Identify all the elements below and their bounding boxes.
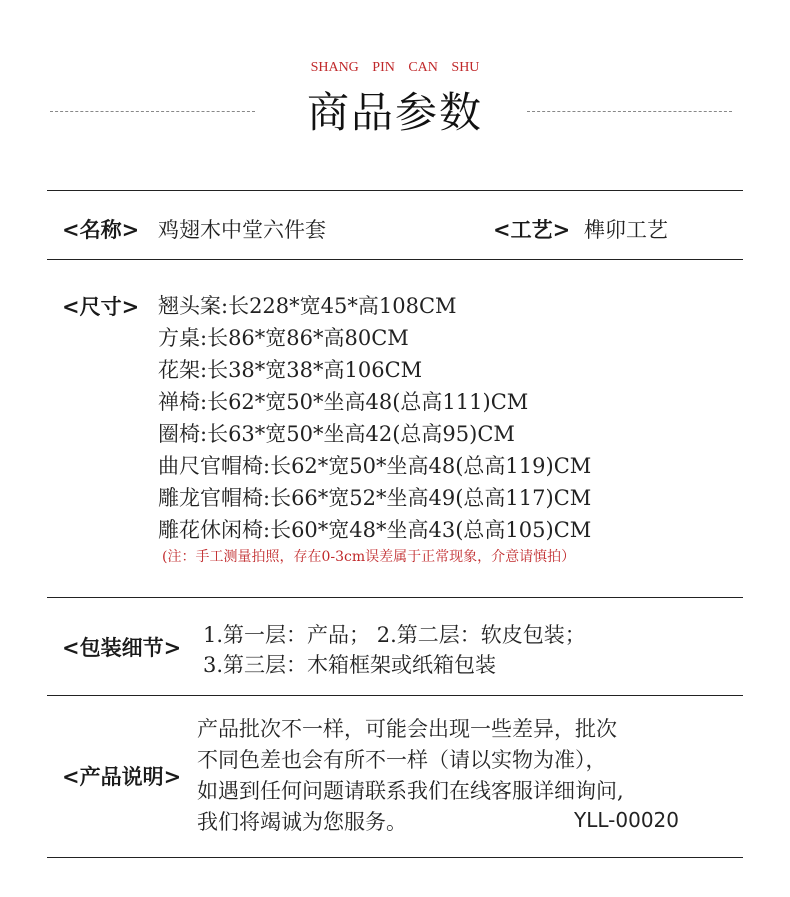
table-divider (47, 695, 743, 696)
table-divider (47, 857, 743, 858)
size-item: 雕龙官帽椅:长66*宽52*坐高49(总高117)CM (158, 486, 592, 510)
name-label: <名称> (62, 217, 140, 242)
description-line: 产品批次不一样，可能会出现一些差异，批次 (197, 717, 617, 741)
size-item: 禅椅:长62*宽50*坐高48(总高111)CM (158, 390, 529, 414)
table-divider (47, 190, 743, 191)
description-text (197, 714, 624, 838)
size-label: <尺寸> (62, 294, 140, 319)
craft-label: <工艺> (493, 217, 571, 242)
package-line-1: 1.第一层：产品； 2.第二层：软皮包装； (203, 623, 586, 647)
size-item: 翘头案:长228*宽45*高108CM (158, 294, 457, 318)
section-subtitle: SHANG PIN CAN SHU (310, 60, 480, 75)
size-item: 方桌:长86*宽86*高80CM (158, 326, 409, 350)
measurement-note: (注：手工测量拍照，存在0-3cm误差属于正常现象，介意请慎拍） (162, 549, 576, 565)
description-line: 不同色差也会有所不一样（请以实物为准）， (197, 748, 607, 772)
product-sku: YLL-00020 (574, 808, 679, 832)
description-line: 如遇到任何问题请联系我们在线客服详细询问, (197, 779, 624, 803)
name-value: 鸡翅木中堂六件套 (158, 218, 326, 242)
size-item: 雕花休闲椅:长60*宽48*坐高43(总高105)CM (158, 518, 592, 542)
description-label: <产品说明> (62, 764, 182, 789)
table-divider (47, 597, 743, 598)
craft-value: 榫卯工艺 (584, 218, 668, 242)
page-title: 商品参数 (306, 88, 483, 137)
description-line: 我们将竭诚为您服务。 (197, 810, 407, 834)
package-label: <包装细节> (62, 635, 182, 660)
size-item: 圈椅:长63*宽50*坐高42(总高95)CM (158, 422, 515, 446)
package-line-2: 3.第三层：木箱框架或纸箱包装 (203, 653, 497, 677)
size-item: 曲尺官帽椅:长62*宽50*坐高48(总高119)CM (158, 454, 592, 478)
header-divider-right (527, 111, 732, 112)
size-item: 花架:长38*宽38*高106CM (158, 358, 423, 382)
table-divider (47, 259, 743, 260)
size-list (158, 290, 591, 546)
